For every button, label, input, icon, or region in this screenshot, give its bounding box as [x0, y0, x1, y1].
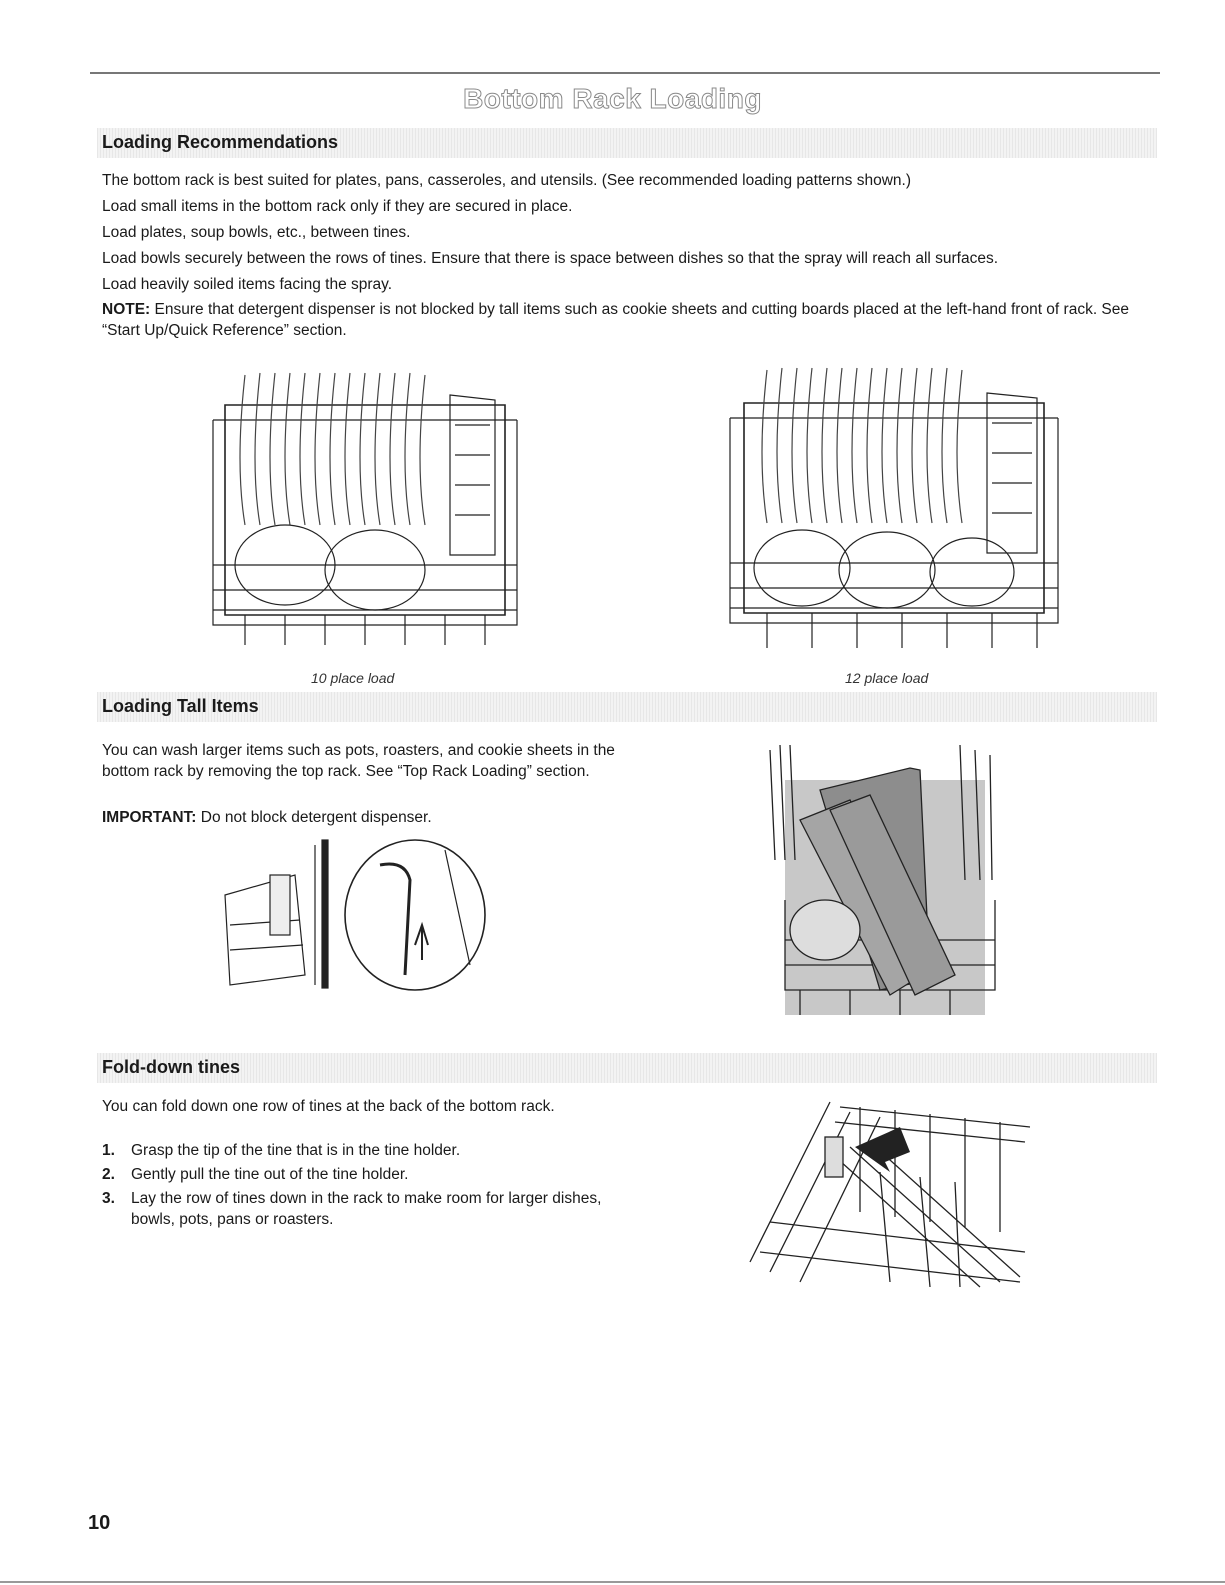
bottom-rule — [0, 1581, 1225, 1583]
fold-down-tines-illustration — [740, 1092, 1040, 1292]
caption-12-place: 12 place load — [845, 670, 929, 686]
step-number: 2. — [102, 1166, 115, 1183]
section-heading-loading-tall-items — [97, 692, 1157, 722]
section-heading-text: Loading Tall Items — [102, 696, 259, 716]
page-number: 10 — [88, 1512, 111, 1534]
section-heading-text: Fold-down tines — [102, 1057, 240, 1077]
top-rule — [90, 72, 1160, 74]
rack-12-place-illustration — [722, 358, 1067, 658]
steps-list — [102, 1140, 622, 1233]
paragraph: You can fold down one row of tines at the back of the bottom rack. — [102, 1098, 555, 1115]
section-heading-text: Loading Recommendations — [102, 132, 339, 152]
tall-items-rack-illustration — [760, 740, 1022, 1018]
step-number: 3. — [102, 1190, 115, 1207]
rack-10-place-illustration — [205, 365, 525, 665]
important-paragraph — [102, 807, 622, 828]
step-text: Grasp the tip of the tine that is in the tine holder. — [131, 1142, 461, 1159]
note-text: Ensure that detergent dispenser is not blocked by tall items such as cookie sheets and cutting boards placed at the left-hand front of rack. See “Start Up/Quick Reference” section. — [102, 301, 1130, 339]
paragraph: Load bowls securely between the rows of tines. Ensure that there is space between dishes so that the spray will reach all surfaces. — [102, 250, 999, 267]
section-heading-loading-recommendations — [97, 128, 1157, 158]
paragraph: You can wash larger items such as pots, roasters, and cookie sheets in the bottom rack by removing the top rack. See “Top Rack Loading” section. — [102, 742, 615, 780]
note-paragraph — [102, 299, 1162, 341]
important-text: Do not block detergent dispenser. — [196, 809, 432, 826]
paragraph: The bottom rack is best suited for plates, pans, casseroles, and utensils. (See recommended loading patterns shown.) — [102, 172, 912, 189]
paragraph: Load heavily soiled items facing the spray. — [102, 276, 393, 293]
detergent-dispenser-illustration — [215, 835, 490, 1000]
step-item — [102, 1188, 622, 1230]
caption-10-place: 10 place load — [311, 670, 395, 686]
step-item — [102, 1140, 622, 1161]
page-title: Bottom Rack Loading — [463, 83, 762, 114]
paragraph: Load small items in the bottom rack only if they are secured in place. — [102, 198, 573, 215]
step-text: Lay the row of tines down in the rack to make room for larger dishes, bowls, pots, pans or roasters. — [131, 1190, 602, 1228]
step-text: Gently pull the tine out of the tine holder. — [131, 1166, 409, 1183]
step-item — [102, 1164, 622, 1185]
important-label: IMPORTANT: — [102, 809, 197, 826]
section-heading-fold-down-tines — [97, 1053, 1157, 1083]
note-label: NOTE: — [102, 301, 151, 318]
step-number: 1. — [102, 1142, 115, 1159]
paragraph: Load plates, soup bowls, etc., between tines. — [102, 224, 411, 241]
